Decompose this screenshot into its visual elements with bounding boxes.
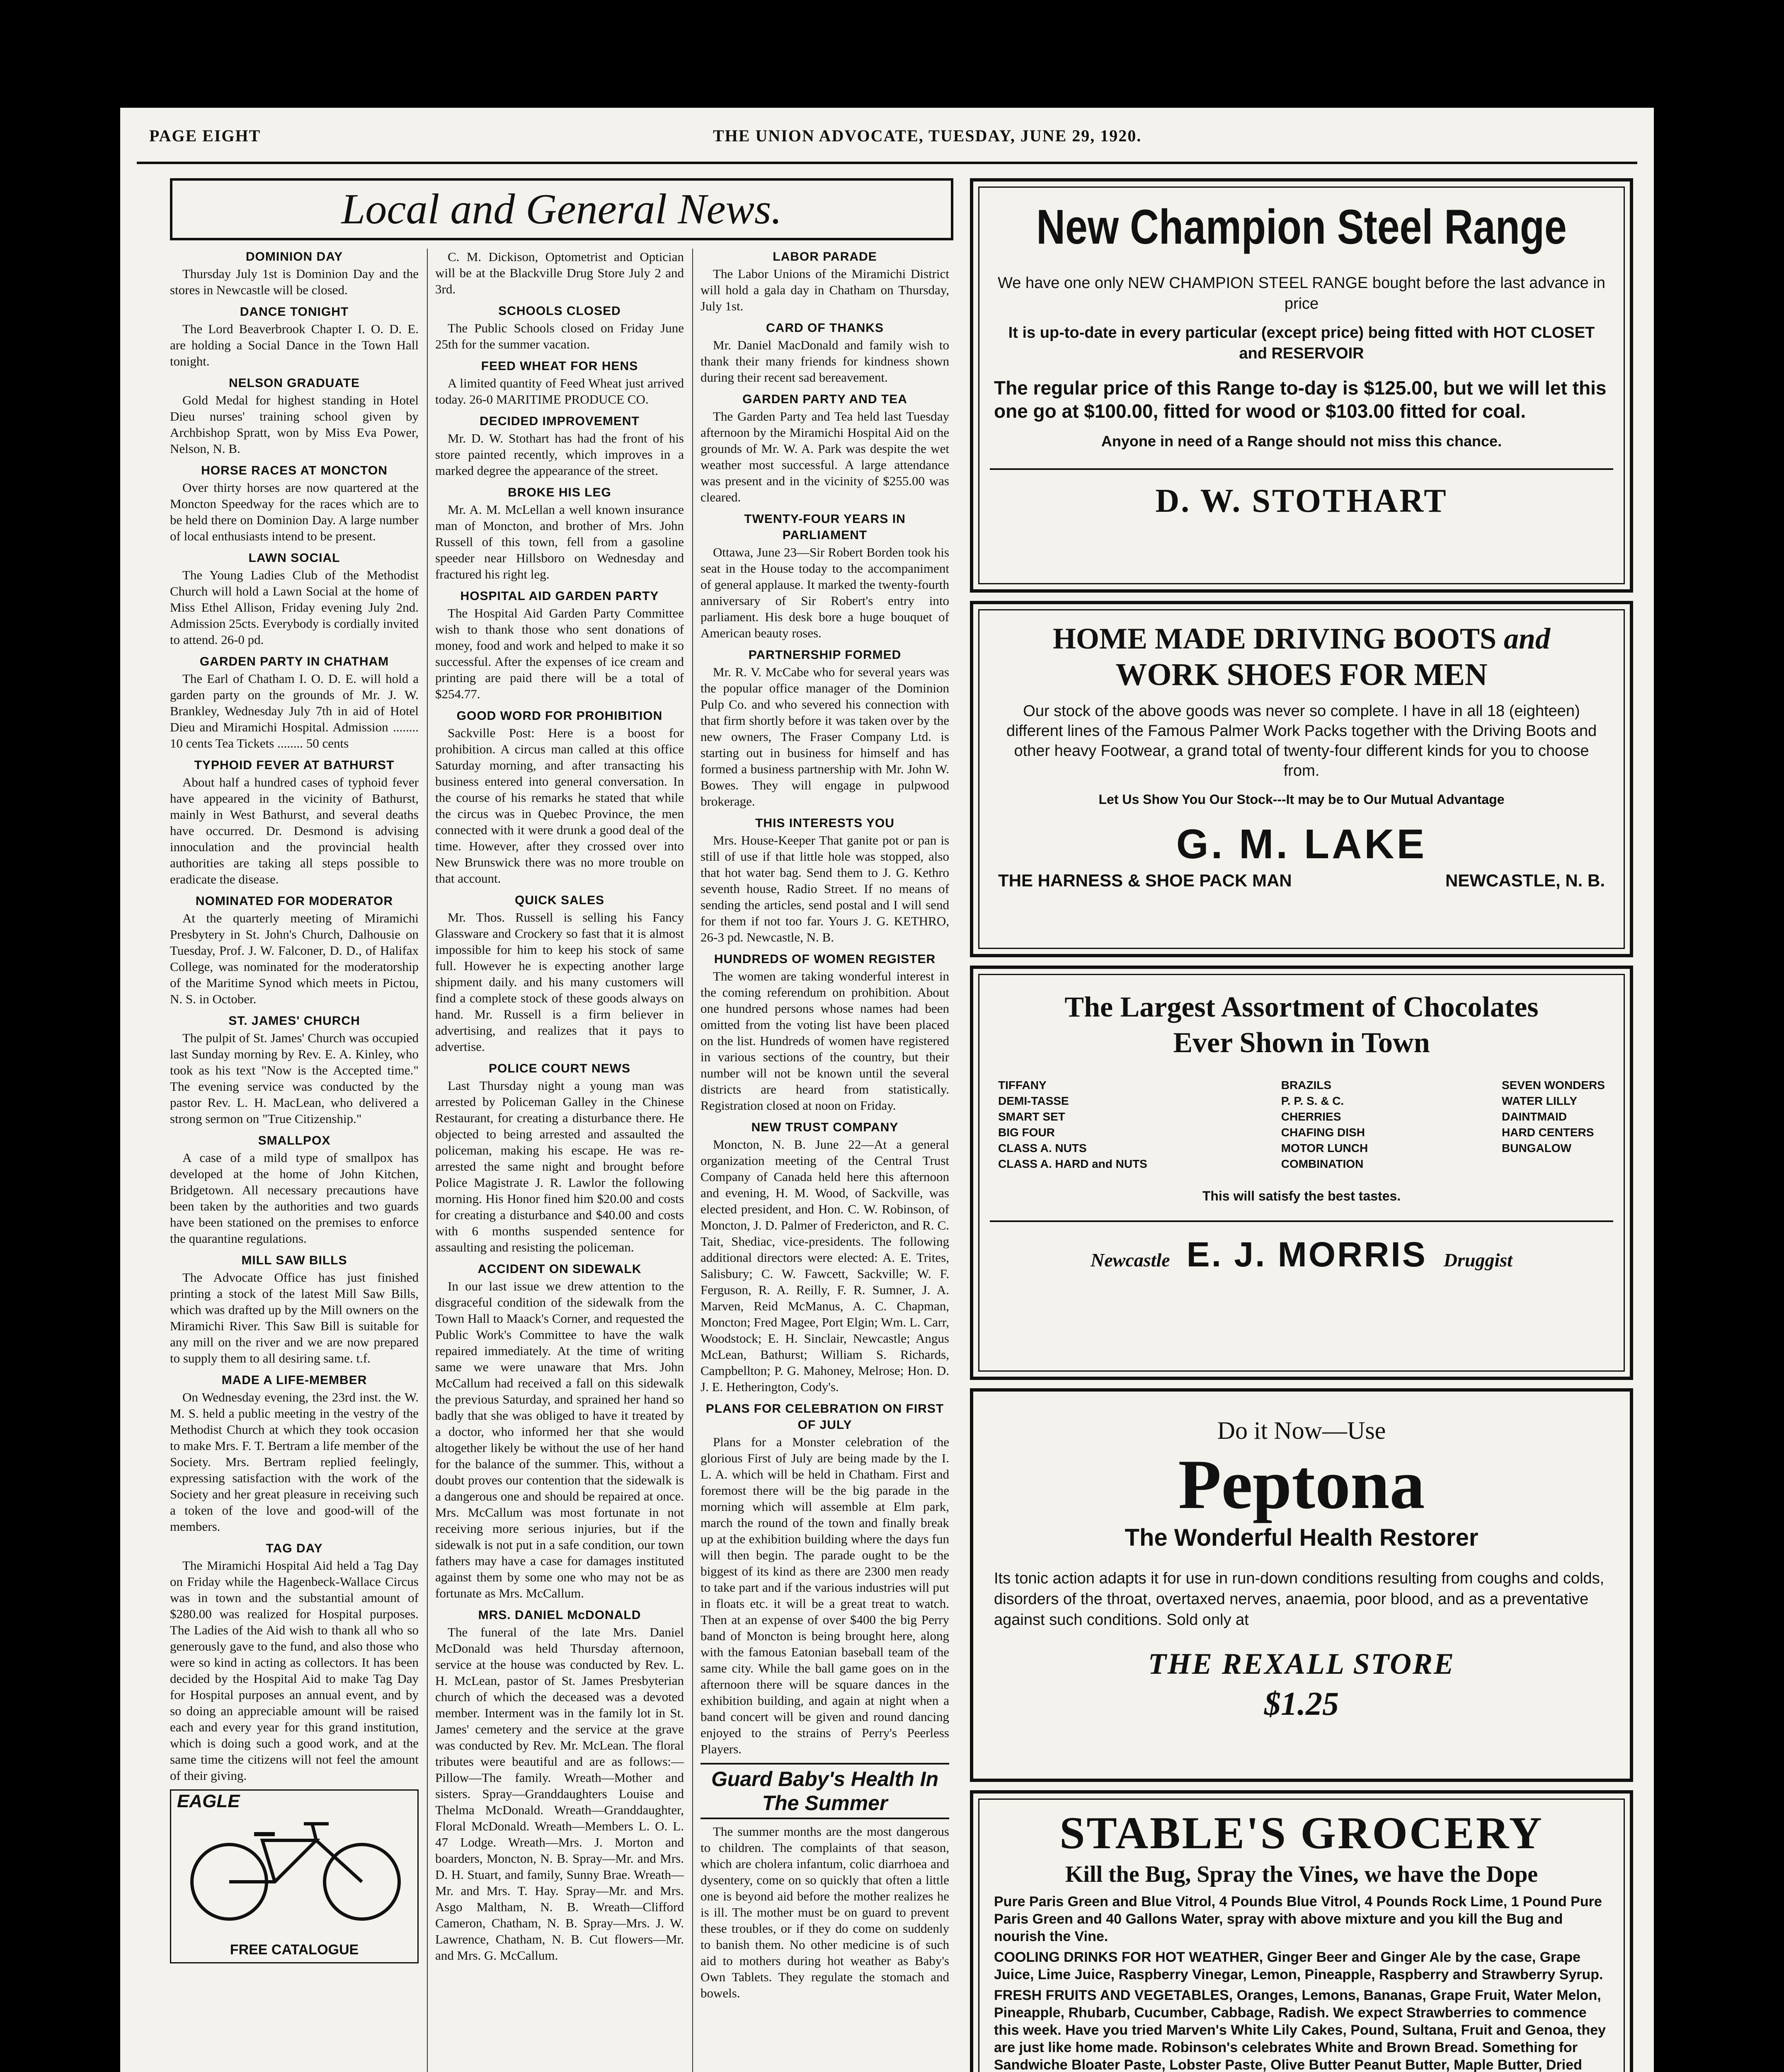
news-article	[170, 1252, 419, 1366]
column-divider	[692, 249, 693, 2072]
news-article	[170, 1013, 419, 1127]
news-article	[170, 550, 419, 648]
news-article	[435, 249, 684, 297]
ad-subtext: Newcastle	[1091, 1249, 1170, 1271]
masthead	[120, 126, 1629, 163]
news-article	[701, 249, 949, 314]
article-headline: LABOR PARADE	[773, 250, 877, 264]
article-body: C. M. Dickison, Optometrist and Optician will be at the Blackville Drug Store July 2 and 3rd.	[435, 249, 684, 296]
ad-price: $1.25	[1264, 1686, 1339, 1722]
ad-subtext: NEWCASTLE, N. B.	[1445, 871, 1605, 890]
chocolate-item: BUNGALOW	[1502, 1142, 1572, 1155]
news-article	[435, 892, 684, 1055]
chocolate-item: SEVEN WONDERS	[1502, 1079, 1605, 1092]
news-article	[435, 1607, 684, 1963]
chocolate-item: WATER LILLY	[1502, 1094, 1578, 1107]
news-article	[701, 951, 949, 1113]
article-headline: MILL SAW BILLS	[241, 1254, 347, 1267]
chocolate-item: P. P. S. & C.	[1281, 1094, 1344, 1107]
ad-text: Pure Paris Green and Blue Vitrol, 4 Pounds Blue Vitrol, 4 Pounds Rock Lime, 1 Pound Pure Paris Green and 40 Gallons Water, spray with above mixture and you kill the Bug and nourish the Vine.	[994, 1894, 1602, 1944]
article-body: Thursday July 1st is Dominion Day and the stores in Newcastle will be closed.	[170, 266, 419, 297]
news-article	[701, 1119, 949, 1395]
news-article	[435, 1261, 684, 1601]
article-body: Over thirty horses are now quartered at the Moncton Speedway for the races which are to be held there on Dominion Day. A large number of local enthusiasts intend to be present.	[170, 480, 419, 543]
article-headline: TWENTY-FOUR YEARS IN PARLIAMENT	[744, 512, 906, 542]
article-headline: NELSON GRADUATE	[228, 376, 360, 390]
ad-text: Anyone in need of a Range should not miss this chance.	[1101, 433, 1502, 450]
article-body: Plans for a Monster celebration of the glorious First of July are being made by the I. L. A. which will be held in Chatham. First and foremost there will be the big parade in the morning which will assemble at Elm park, march the round of the town and finally break up at the exhibition building where the days fun will then begin. The parade ought to be the biggest of its kind as there are 2300 men ready to take part and if the various industries will put in floats etc. it will be a great treat to watch. Then at an expense of over $400 the big Perry band of Moncton is being brought here, along with the famous Eatonian baseball team of the same city. While the ball game goes on in the afternoon there will be square dances in the exhibition building, and again at night when a band concert will be given and round dancing enjoyed to the strains of Perry's Peerless Players.	[701, 1435, 949, 1756]
ad-title: STABLE'S GROCERY	[1059, 1808, 1544, 1858]
article-headline: GARDEN PARTY AND TEA	[742, 392, 907, 406]
chocolate-item: BIG FOUR	[998, 1126, 1055, 1139]
chocolate-item: MOTOR LUNCH	[1281, 1142, 1368, 1155]
news-article	[170, 1540, 419, 1784]
header-rule	[137, 162, 1637, 164]
article-body: Mr. Thos. Russell is selling his Fancy Glassware and Crockery so fast that it is almost impossible for him to keep his stock of same full. However he is expecting another large shipment daily. and his many customers will find a complete stock of these goods always on hand. Mr. Russell is a firm believer in advertising, and realizes that it pays to advertise.	[435, 910, 684, 1054]
article-body: A case of a mild type of smallpox has developed at the home of John Kitchen, Bridgetown. All necessary precautions have been taken by the authorities and two guards have been stationed on the premises to enforce the quarantine regulations.	[170, 1150, 419, 1246]
ad-subtext: THE HARNESS & SHOE PACK MAN	[998, 871, 1292, 890]
article-body: The summer months are the most dangerous to children. The complaints of that season, which are cholera infantum, colic diarrhoea and dysentery, come on so quickly that often a little one is beyond aid before the mother realizes he is ill. The mother must be on guard to prevent these troubles, or if they do come on suddenly to banish them. No other medicine is of such aid to mothers during hot weather as Baby's Own Tablets. They regulate the stomach and bowels.	[701, 1824, 949, 2000]
article-body: The Garden Party and Tea held last Tuesday afternoon by the Miramichi Hospital Aid on the grounds of Mr. W. A. Park was despite the wet weather most successful. A large attendance was present and in the vicinity of $255.00 was cleared.	[701, 409, 949, 504]
news-column-2	[435, 249, 684, 2072]
news-article	[701, 647, 949, 809]
local-news-section	[170, 178, 957, 2072]
article-headline: GARDEN PARTY IN CHATHAM	[199, 655, 389, 668]
article-body: Ottawa, June 23—Sir Robert Borden took his seat in the House today to the accompaniment of general applause. It marked the twenty-fourth anniversary of Sir Robert's entry into parliament. His desk bore a huge bouquet of American beauty roses.	[701, 545, 949, 640]
news-column-1	[170, 249, 419, 2072]
article-body: The women are taking wonderful interest in the coming referendum on prohibition. About one hundred persons whose names had been omitted from the voting list have been placed on the list. Hundreds of women have registered in various sections of the country, but their number will not be known until the several districts are heard from statistically. Registration closed at noon on Friday.	[701, 969, 949, 1113]
section-title: Local and General News.	[170, 178, 953, 240]
ad-text: Its tonic action adapts it for use in run-down conditions resulting from coughs and colds, disorders of the throat, overtaxed nerves, anaemia, poor blood, and as a preventative against such conditions. Sold only at	[994, 1570, 1605, 1629]
article-body: Mr. Daniel MacDonald and family wish to thank their many friends for kindness shown during their recent sad bereavement.	[701, 338, 949, 385]
chocolate-item: SMART SET	[998, 1110, 1065, 1123]
article-headline: DOMINION DAY	[245, 250, 343, 264]
article-body: About half a hundred cases of typhoid fever have appeared in the vicinity of Bathurst, mainly in West Bathurst, and several deaths have occurred. Dr. Desmond is advising innoculation and the provincial health authorities are taking all steps possible to eradicate the disease.	[170, 775, 419, 886]
news-article	[435, 708, 684, 886]
ad-signature: G. M. LAKE	[1176, 821, 1427, 867]
chocolate-item: CLASS A. HARD and NUTS	[998, 1157, 1147, 1170]
article-headline: TYPHOID FEVER AT BATHURST	[194, 758, 395, 772]
bicycle-brand: EAGLE	[177, 1791, 240, 1811]
news-article	[170, 757, 419, 887]
ad-text: Let Us Show You Our Stock---It may be to Our Mutual Advantage	[1098, 792, 1505, 807]
news-article	[435, 358, 684, 407]
news-article	[170, 462, 419, 544]
ad-signature: D. W. STOTHART	[1155, 483, 1448, 519]
peptona-advertisement	[970, 1388, 1633, 1782]
chocolate-item: CLASS A. NUTS	[998, 1142, 1087, 1155]
article-headline: CARD OF THANKS	[766, 321, 884, 335]
bicycle-advertisement	[170, 1789, 419, 1963]
chocolate-item: CHERRIES	[1281, 1110, 1341, 1123]
chocolate-list-2	[1281, 1077, 1368, 1172]
article-headline: LAWN SOCIAL	[248, 551, 340, 565]
ad-text: The regular price of this Range to-day is $125.00, but we will let this one go at $100.00, fitted for wood or $103.00 fitted for coal.	[994, 377, 1607, 422]
article-headline: PARTNERSHIP FORMED	[748, 648, 902, 662]
ad-text: This will satisfy the best tastes.	[1202, 1188, 1401, 1203]
article-body: Mr. R. V. McCabe who for several years was the popular office manager of the Dominion Pulp Co. and who severed his connection with that firm shortly before it was taken over by the new owners, The Fraser Company Ltd. is starting out in business for himself and has formed a business partnership with Mr. John W. Bowes. They will engage in pulpwood brokerage.	[701, 665, 949, 808]
article-body: The Miramichi Hospital Aid held a Tag Day on Friday while the Hagenbeck-Wallace Circus was in town and the substantial amount of $280.00 was realized for Hospital purposes. The Ladies of the Aid wish to thank all who so generously gave to the fund, and also those who were so kind in acting as collectors. It has been decided by the Hospital Aid to make Tag Day for Hospital purposes an annual event, and by so doing an appreciable amount will be raised each and every year for this grand institution, which is doing such a good work, and at the same time the citizens will not feel the amount of their giving.	[170, 1558, 419, 1783]
chocolate-item: HARD CENTERS	[1502, 1126, 1594, 1139]
ad-text: Our stock of the above goods was never so complete. I have in all 18 (eighteen) different lines of the Famous Palmer Work Packs together with the Driving Boots and other heavy Footwear, a grand total of twenty-four different kinds for you to choose from.	[1006, 702, 1597, 779]
ad-text: Do it Now—Use	[1217, 1417, 1386, 1444]
article-body: The Lord Beaverbrook Chapter I. O. D. E. are holding a Social Dance in the Town Hall tonight.	[170, 322, 419, 368]
article-body: Last Thursday night a young man was arrested by Policeman Galley in the Chinese Restaurant, for creating a disturbance there. He objected to being arrested and assaulted the policeman, making his escape. He was re-arrested the same night and brought before Police Magistrate J. R. Lawlor the following morning. His Honor fined him $20.00 and costs for creating a disturbance and $40.00 and costs with 6 months suspended sentence for assaulting and resisting the policeman.	[435, 1078, 684, 1254]
news-article	[170, 1133, 419, 1247]
news-article	[701, 1823, 949, 2001]
chocolate-list-1	[998, 1077, 1147, 1172]
news-article	[435, 588, 684, 702]
chocolate-item: BRAZILS	[1281, 1079, 1332, 1092]
newspaper-page	[120, 108, 1654, 2072]
newspaper-header: THE UNION ADVOCATE, TUESDAY, JUNE 29, 1920.	[713, 126, 1142, 145]
article-body: Mrs. House-Keeper That ganite pot or pan is still of use if that little hole was stopped, also that hot water bag. Send them to J. G. Kethro seventh house, Radio Street. If no means of sending the articles, send postal and I will send for them if not too far. Yours J. G. KETHRO, 26-3 pd. Newcastle, N. B.	[701, 833, 949, 944]
ad-subtitle: The Wonderful Health Restorer	[1125, 1524, 1479, 1551]
article-body: The Young Ladies Club of the Methodist Church will hold a Lawn Social at the home of Miss Ethel Allison, Friday evening July 2nd. Admission 25cts. Everybody is cordially invited to attend. 26-0 pd.	[170, 568, 419, 647]
chocolates-advertisement	[970, 966, 1633, 1380]
news-article	[170, 654, 419, 751]
ad-title-and: and	[1504, 622, 1551, 655]
article-headline: NEW TRUST COMPANY	[751, 1121, 899, 1134]
article-headline: HOSPITAL AID GARDEN PARTY	[460, 589, 659, 603]
article-body: Moncton, N. B. June 22—At a general organization meeting of the Central Trust Company of Canada held here this afternoon and evening, H. M. Wood, of Sackville, was elected president, and Hon. C. W. Robinson, of Moncton, J. D. Palmer of Fredericton, and R. C. Tait, Shediac, vice-presidents. The following additional directors were elected: A. E. Trites, Salisbury; C. W. Fawcett, Sackville; W. F. Ferguson, R. A. Reilly, F. R. Sumner, J. A. Marven, Reid McManus, A. C. Chapman, Moncton; Fred Magee, Port Elgin; Wm. L. Carr, Woodstock; E. H. Sinclair, Newcastle; Angus McLean, Bathurst; William S. Richards, Campbellton; P. G. Mahoney, Melrose; Hon. D. J. E. Hetherington, Cody's.	[701, 1137, 949, 1394]
ad-text: We have one only NEW CHAMPION STEEL RANGE bought before the last advance in price	[998, 274, 1605, 312]
news-article	[701, 511, 949, 641]
article-body: A limited quantity of Feed Wheat just arrived today. 26-0 MARITIME PRODUCE CO.	[435, 376, 684, 407]
ad-title: WORK SHOES FOR MEN	[1115, 657, 1488, 692]
article-body: The Hospital Aid Garden Party Committee wish to thank those who sent donations of money, food and work and helped to make it so successful. After the expenses of ice cream and printing are paid there will be a total of $254.77.	[435, 606, 684, 701]
article-headline: GOOD WORD FOR PROHIBITION	[456, 709, 663, 723]
article-headline: POLICE COURT NEWS	[488, 1062, 630, 1075]
article-body: The Public Schools closed on Friday June 25th for the summer vacation.	[435, 321, 684, 351]
ad-title: The Largest Assortment of Chocolates Ever Shown in Town	[1064, 991, 1539, 1059]
news-article	[701, 1401, 949, 1757]
boots-advertisement	[970, 601, 1633, 957]
ad-store: THE REXALL STORE	[1148, 1647, 1455, 1680]
ad-title: Peptona	[1178, 1445, 1425, 1523]
article-headline: ACCIDENT ON SIDEWALK	[478, 1262, 642, 1276]
bicycle-catalogue: FREE CATALOGUE	[230, 1942, 359, 1958]
article-body: In our last issue we drew attention to the disgraceful condition of the sidewalk from the Town Hall to Maack's Corner, and requested the Public Work's Committee to have the walk repaired immediately. At the time of writing same we were unaware that Mrs. John McCallum had received a fall on this sidewalk the previous Saturday, and sprained her hand so badly that she was obliged to have it treated by a doctor, who informed her that she would altogether likely be without the use of her hand for the balance of the summer. This, without a doubt proves our contention that the sidewalk is a dangerous one and should be repaired at once. Mrs. McCallum was most fortunate in not receiving more serious injuries, but if the sidewalk is not put in a safe condition, our town fathers may have a case for damages instituted against them by some one who may not be as fortunate as Mrs. McCallum.	[435, 1279, 684, 1600]
article-body: Sackville Post: Here is a boost for prohibition. A circus man called at this office Saturday morning, and after transacting his business entered into general conversation. In the course of his remarks he stated that while the circus was in Quebec Province, the men connected with it were drunk a good deal of the time. However, after they crossed over into New Brunswick there was no more trouble on that account.	[435, 726, 684, 886]
article-headline: BROKE HIS LEG	[508, 486, 611, 499]
article-headline: NOMINATED FOR MODERATOR	[195, 894, 393, 908]
article-body: At the quarterly meeting of Miramichi Presbytery in St. John's Church, Dalhousie on Tuesday, Prof. J. W. Falconer, D. D., of Halifax College, was nominated for the moderatorship of the Maritime Synod which meets in Pictou, N. S. in October.	[170, 911, 419, 1006]
news-column-3	[701, 249, 949, 2072]
article-body: The funeral of the late Mrs. Daniel McDonald was held Thursday afternoon, service at the house was conducted by Rev. L. H. McLean, pastor of St. James Presbyterian church of which the deceased was a devoted member. Interment was in the family lot in St. James' cemetery and the service at the grave was conducted by Rev. Mr. McLean. The floral tributes were beautiful and are as follows:— Pillow—The family. Wreath—Mother and sisters. Spray—Granddaughters Louise and Thelma McDonald. Wreath—Granddaughter, Floral McDonald. Wreath—Members L. O. L. 47 Lodge. Wreath—Mrs. J. Morton and boarders, Moncton, N. B. Spray—Mr. and Mrs. D. H. Stuart, and family, Sunny Brae. Wreath—Mr. and Mrs. T. Hay. Spray—Mr. and Mrs. Asgo Maltham, N. B. Wreath—Clifford Cameron, Chatham, N. B. Spray—Mrs. J. W. Lawrence, Chatham, N. B. Cut flowers—Mr. and Mrs. G. McCallum.	[435, 1625, 684, 1963]
article-body: The Labor Unions of the Miramichi District will hold a gala day in Chatham on Thursday, July 1st.	[701, 266, 949, 313]
chocolate-list-3	[1502, 1077, 1605, 1172]
article-headline: QUICK SALES	[514, 893, 605, 907]
article-headline: MRS. DANIEL McDONALD	[478, 1608, 641, 1622]
article-body: On Wednesday evening, the 23rd inst. the W. M. S. held a public meeting in the vestry of the Methodist Church at which they took occasion to make Mrs. F. T. Bertram a life member of the Society. Mrs. Bertram replied feelingly, expressing satisfaction with the work of the Society and her great pleasure in receiving such a token of the love and good-will of the members.	[170, 1390, 419, 1534]
article-body: Mr. A. M. McLellan a well known insurance man of Moncton, and brother of Mrs. John Russell of this town, fell from a gasoline speeder near Hillsboro on Wednesday and fractured his right leg.	[435, 502, 684, 581]
article-body: The Earl of Chatham I. O. D. E. will hold a garden party on the grounds of Mr. J. W. Brankley, Wednesday July 7th in aid of Hotel Dieu and Miramichi Hospital. Admission ........ 10 cents Tea Tickets ........ 50 cents	[170, 671, 419, 750]
news-article	[435, 413, 684, 479]
news-article	[170, 249, 419, 298]
grocery-advertisement	[970, 1790, 1633, 2072]
page-number: PAGE EIGHT	[149, 126, 261, 145]
chocolate-item: COMBINATION	[1281, 1157, 1364, 1170]
news-article	[170, 304, 419, 369]
news-article	[435, 1060, 684, 1255]
ad-signature: E. J. MORRIS	[1186, 1235, 1427, 1274]
article-headline: PLANS FOR CELEBRATION ON FIRST OF JULY	[705, 1402, 944, 1432]
ad-text: COOLING DRINKS FOR HOT WEATHER, Ginger Beer and Ginger Ale by the case, Grape Juice, Lime Juice, Raspberry Vinegar, Lemon, Pineapple, Raspberry and Strawberry Syrup.	[994, 1949, 1603, 1982]
article-headline: ST. JAMES' CHURCH	[228, 1014, 360, 1028]
article-headline: DANCE TONIGHT	[240, 305, 349, 319]
article-body: The Advocate Office has just finished printing a stock of the latest Mill Saw Bills, which was drafted up by the Mill owners on the Miramichi River. This Saw Bill is suitable for any mill on the river and we are now prepared to supply them to all desiring same. t.f.	[170, 1270, 419, 1365]
ad-subtext: Druggist	[1443, 1249, 1513, 1271]
article-headline: MADE A LIFE-MEMBER	[221, 1373, 367, 1387]
article-headline: SMALLPOX	[258, 1134, 331, 1147]
bicycle-icon	[179, 1811, 412, 1923]
news-article	[435, 303, 684, 352]
ad-title: HOME MADE DRIVING BOOTS	[1052, 622, 1497, 655]
guard-health-headline: Guard Baby's Health In The Summer	[701, 1763, 949, 1819]
ad-subtitle: Kill the Bug, Spray the Vines, we have the Dope	[1065, 1861, 1538, 1887]
article-headline: THIS INTERESTS YOU	[755, 816, 894, 830]
news-article	[435, 484, 684, 582]
article-headline: HORSE RACES AT MONCTON	[201, 464, 388, 477]
chocolate-item: CHAFING DISH	[1281, 1126, 1365, 1139]
ad-title: New Champion Steel Range	[1036, 200, 1567, 254]
article-headline: DECIDED IMPROVEMENT	[480, 414, 640, 428]
news-article	[170, 1372, 419, 1535]
news-article	[170, 375, 419, 457]
news-article	[701, 391, 949, 505]
article-headline: HUNDREDS OF WOMEN REGISTER	[714, 952, 936, 966]
chocolate-item: DAINTMAID	[1502, 1110, 1567, 1123]
range-advertisement	[970, 178, 1633, 593]
ad-text: FRESH FRUITS AND VEGETABLES, Oranges, Lemons, Bananas, Grape Fruit, Water Melon, Pineapple, Rhubarb, Cucumber, Cabbage, Radish. We expect Strawberries to commence this week. Have you tried Marven's White Lily Cakes, Pound, Sultana, Fruit and Genoa, they are just like home made. Robinson's celebrates White and Brown Bread. Something for Sandwiche Bloater Paste, Lobster Paste, Olive Butter Peanut Butter, Maple Butter, Dried	[994, 1987, 1606, 2072]
news-article	[170, 893, 419, 1007]
ad-text: It is up-to-date in every particular (except price) being fitted with HOT CLOSET and RESERVOIR	[1008, 324, 1595, 362]
article-headline: FEED WHEAT FOR HENS	[481, 359, 638, 373]
article-body: Gold Medal for highest standing in Hotel Dieu nurses' training school given by Archbishop Spratt, won by Miss Eva Power, Nelson, N. B.	[170, 393, 419, 456]
article-headline: SCHOOLS CLOSED	[498, 304, 621, 318]
article-body: The pulpit of St. James' Church was occupied last Sunday morning by Rev. E. A. Kinley, who took as his text "Now is the Accepted time." The evening service was conducted by the pastor Rev. L. H. MacLean, who delivered a strong sermon on "True Citizenship."	[170, 1031, 419, 1126]
chocolate-item: DEMI-TASSE	[998, 1094, 1069, 1107]
article-body: Mr. D. W. Stothart has had the front of his store painted recently, which improves in a marked degree the appearance of the street.	[435, 431, 684, 478]
chocolate-item: TIFFANY	[998, 1079, 1047, 1092]
news-article	[701, 320, 949, 385]
news-article	[701, 815, 949, 945]
column-divider	[427, 249, 428, 2072]
article-headline: TAG DAY	[266, 1542, 323, 1555]
